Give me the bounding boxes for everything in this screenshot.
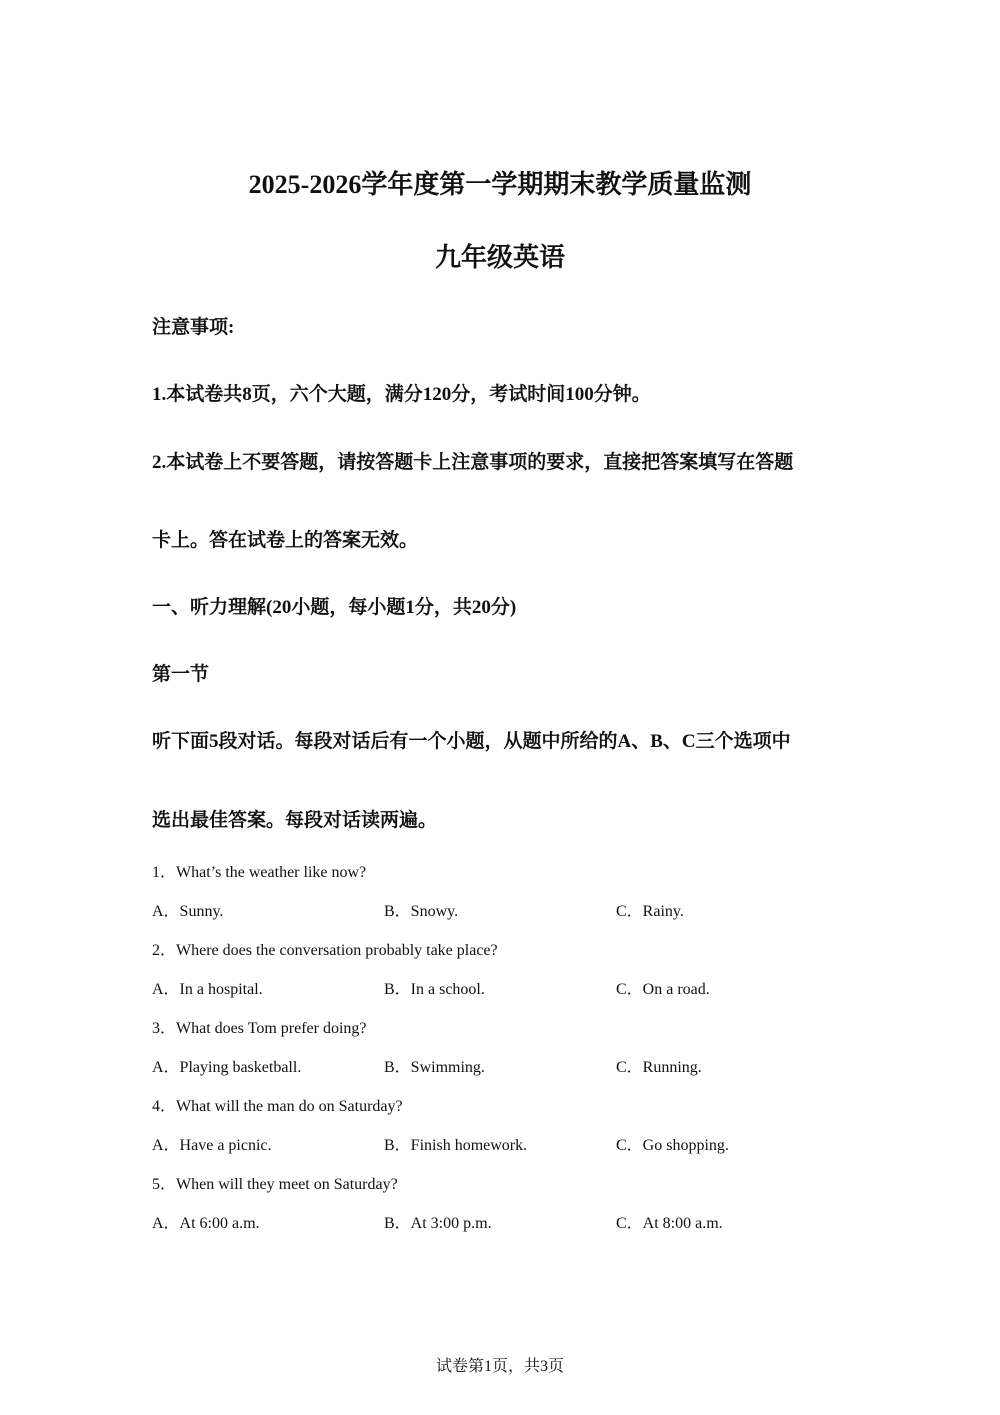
section-part-title: 第一节 xyxy=(152,664,210,685)
question-stem: 1．What’s the weather like now? xyxy=(152,864,367,881)
question-stem: 5．When will they meet on Saturday? xyxy=(152,1176,398,1193)
option-b: B．Finish homework. xyxy=(384,1137,528,1154)
exam-title: 2025-2026学年度第一学期期末教学质量监测 xyxy=(248,170,752,199)
question-options xyxy=(152,1135,852,1157)
section-instruction-line-1: 听下面5段对话。每段对话后有一个小题，从题中所给的A、B、C三个选项中 xyxy=(152,731,791,752)
option-c: C．Go shopping. xyxy=(616,1137,729,1154)
option-c: C．Running. xyxy=(616,1059,702,1076)
page-footer: 试卷第1页，共3页 xyxy=(435,1358,564,1375)
option-a: A．Sunny. xyxy=(152,903,224,920)
option-a: A．In a hospital. xyxy=(152,981,263,998)
option-a: A．At 6:00 a.m. xyxy=(152,1215,260,1232)
option-b: B．Snowy. xyxy=(384,903,459,920)
exam-subtitle: 九年级英语 xyxy=(434,243,565,272)
option-c: C．On a road. xyxy=(616,981,710,998)
option-a: A．Playing basketball. xyxy=(152,1059,302,1076)
question-options xyxy=(152,979,852,1001)
option-b: B．At 3:00 p.m. xyxy=(384,1215,492,1232)
question-stem: 4．What will the man do on Saturday? xyxy=(152,1098,403,1115)
note-item-2: 2.本试卷上不要答题，请按答题卡上注意事项的要求，直接把答案填写在答题 xyxy=(152,452,794,473)
option-a: A．Have a picnic. xyxy=(152,1137,272,1154)
option-c: C．Rainy. xyxy=(616,903,684,920)
section-instruction-line-2: 选出最佳答案。每段对话读两遍。 xyxy=(152,810,438,831)
option-b: B．Swimming. xyxy=(384,1059,485,1076)
note-item-2-continued: 卡上。答在试卷上的答案无效。 xyxy=(152,530,419,551)
question-stem: 3．What does Tom prefer doing? xyxy=(152,1020,367,1037)
note-item-1: 1.本试卷共8页，六个大题，满分120分，考试时间100分钟。 xyxy=(152,384,651,405)
question-options xyxy=(152,1213,852,1235)
question-options xyxy=(152,901,852,923)
option-c: C．At 8:00 a.m. xyxy=(616,1215,723,1232)
section-title: 一、听力理解(20小题，每小题1分，共20分) xyxy=(152,597,517,618)
question-stem: 2．Where does the conversation probably take place? xyxy=(152,942,498,959)
option-b: B．In a school. xyxy=(384,981,485,998)
question-options xyxy=(152,1057,852,1079)
notes-heading: 注意事项: xyxy=(152,317,235,338)
